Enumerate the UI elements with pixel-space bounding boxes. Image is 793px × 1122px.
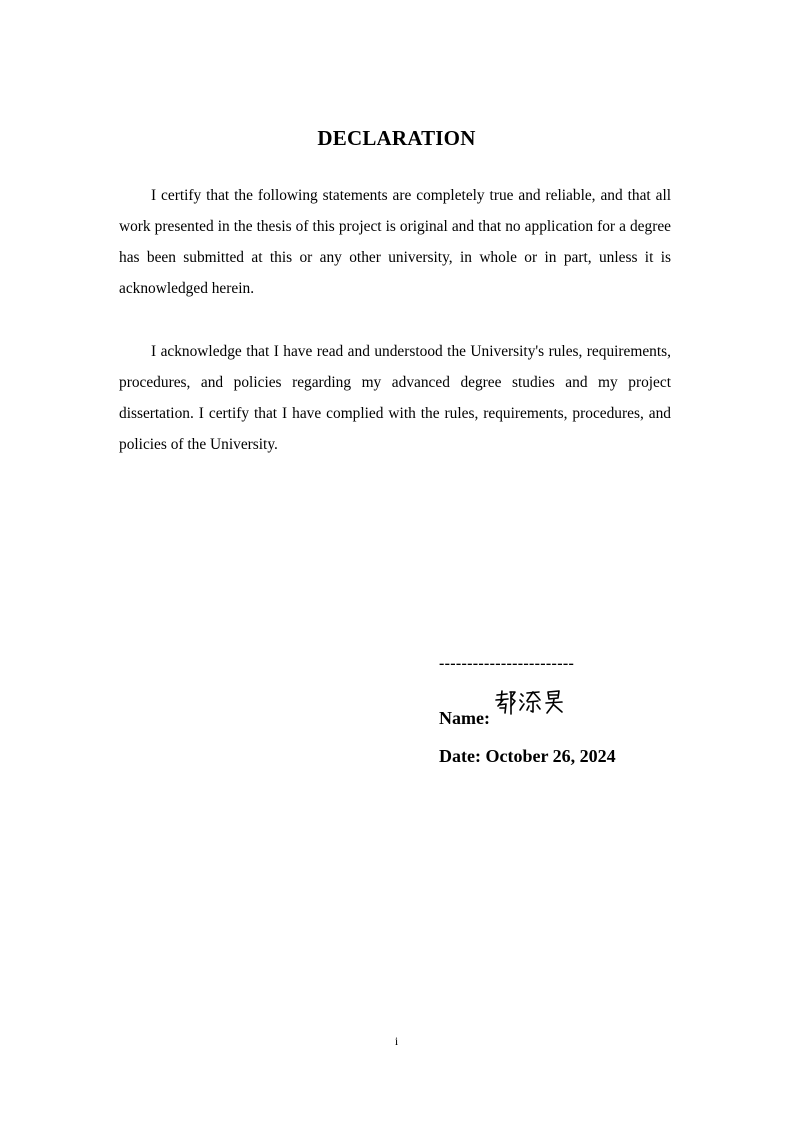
date-label: Date:: [439, 746, 481, 766]
handwritten-signature: [494, 689, 566, 717]
signature-line: ------------------------: [439, 655, 575, 672]
page-number: i: [394, 1034, 399, 1048]
declaration-paragraph-2: I acknowledge that I have read and understood the University's rules, requirements, procedures, and policies regarding my advanced degree studies and my project dissertation. I certify that I have complied with the rules, requirements, procedures, and policies of the University.: [119, 343, 671, 453]
date-row: [439, 744, 739, 768]
signature-block: [439, 654, 739, 768]
date-value: October 26, 2024: [485, 746, 616, 766]
name-row: [439, 696, 739, 730]
page-title: DECLARATION: [317, 126, 476, 150]
declaration-paragraph-1: I certify that the following statements are completely true and reliable, and that all work presented in the thesis of this project is original and that no application for a degree has been submitted at this or any other university, in whole or in part, unless it is acknowledged herein.: [119, 187, 671, 297]
name-label: Name:: [439, 708, 490, 728]
handwritten-signature-image: [494, 689, 566, 717]
